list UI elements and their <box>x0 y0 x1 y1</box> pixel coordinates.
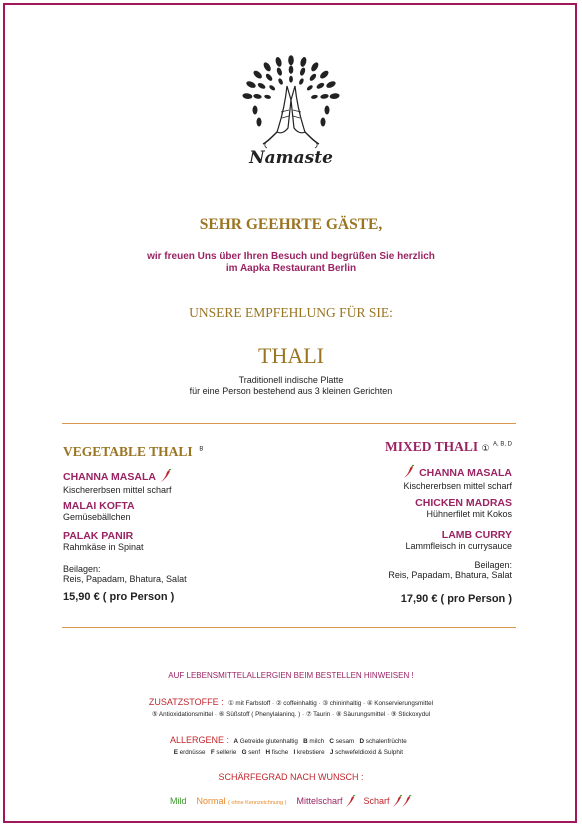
mixed-sides-label: Beilagen: <box>474 560 512 570</box>
spice-mild: Mild <box>169 795 187 806</box>
allergen-code: A <box>233 738 239 745</box>
mixed-dish-3-name: LAMB CURRY <box>441 529 512 541</box>
mixed-sides-text: Reis, Papadam, Bhatura, Salat <box>388 570 512 580</box>
vegetable-sides <box>63 564 187 584</box>
mixed-additive: ① <box>481 444 490 454</box>
vegetable-dish-2-desc: Gemüsebällchen <box>63 512 131 522</box>
vegetable-sides-text: Reis, Papadam, Bhatura, Salat <box>63 574 187 584</box>
spice-label: SCHÄRFEGRAD NACH WUNSCH : <box>218 772 364 782</box>
allergen-code: E <box>173 749 178 756</box>
logo-leaf <box>253 106 258 115</box>
logo-leaf <box>325 106 330 115</box>
allergen-code: D <box>359 738 365 745</box>
thali-desc-1: Traditionell indische Platte <box>238 375 344 385</box>
mixed-dish-2-desc: Hühnerfilet mit Kokos <box>426 509 512 519</box>
mixed-allergens: A, B, D <box>492 441 512 448</box>
vegetable-thali-title <box>63 444 203 460</box>
logo-leaf <box>306 84 314 91</box>
greeting-title: SEHR GEEHRTE GÄSTE, <box>199 216 383 233</box>
spice-levels <box>0 795 582 808</box>
bottom-divider <box>62 627 516 628</box>
allergen-name: sellerie <box>214 749 242 756</box>
thali-title: THALI <box>258 343 324 368</box>
mixed-dish-2-name: CHICKEN MADRAS <box>415 497 512 509</box>
recommendation-heading: UNSERE EMPFEHLUNG FÜR SIE: <box>189 305 393 320</box>
vegetable-sides-label: Beilagen: <box>63 564 101 574</box>
thali-desc-2: für eine Person bestehend aus 3 kleinen Gerichten <box>189 386 393 396</box>
allergen-code: J <box>329 749 334 756</box>
logo-leaf <box>316 82 326 90</box>
mixed-thali-title <box>385 439 512 455</box>
spice-medium: Mittelscharf <box>296 795 343 806</box>
allergen-name: sesam <box>333 738 360 745</box>
logo-leaf <box>299 67 306 76</box>
logo-leaf <box>242 93 253 100</box>
additives-label: ZUSATZSTOFFE : <box>148 697 224 707</box>
additives-line-1: ① mit Farbstoff · ② coffeinhaltig · ③ chininhaltig · ④ Konservierungsmittel <box>228 700 434 707</box>
logo-leaf <box>257 82 267 90</box>
allergen-code: C <box>329 738 334 745</box>
vegetable-allergen: B <box>199 446 204 453</box>
logo-leaf <box>321 118 326 127</box>
additives-line-2: ⑤ Antioxidationsmittel · ⑥ Süßstoff ( Phenylalaninq. ) · ⑦ Taurin · ⑧ Säurungsmittel · ⑨ Stickoxydul <box>151 711 431 718</box>
double-chili-icon <box>392 795 412 808</box>
allergens-label: ALLERGENE : <box>169 735 229 745</box>
allergens-section <box>0 733 582 758</box>
mixed-sides <box>388 560 512 580</box>
mixed-title-text: MIXED THALI <box>385 439 479 454</box>
logo-leaf <box>268 84 276 91</box>
logo-leaf <box>299 56 307 67</box>
logo-leaf <box>245 80 256 89</box>
mixed-dish-3 <box>405 529 512 551</box>
vegetable-price: 15,90 € ( pro Person ) <box>63 591 175 603</box>
allergens-row-1 <box>233 738 412 745</box>
top-divider <box>62 423 516 424</box>
allergen-name: krebstiere <box>295 749 330 756</box>
allergens-row-2 <box>0 747 582 758</box>
logo-leaf <box>310 61 320 72</box>
logo-leaf <box>257 118 262 127</box>
chili-icon <box>345 795 356 808</box>
welcome-line-2: im Aapka Restaurant Berlin <box>225 263 357 274</box>
chili-icon <box>160 469 172 483</box>
logo-leaf <box>289 66 294 74</box>
spice-hot: Scharf <box>363 795 390 806</box>
logo-leaf <box>275 56 283 67</box>
spice-normal-note: ( ohne Kennzeichnung ) <box>228 799 287 806</box>
mixed-dish-2 <box>415 497 512 519</box>
vegetable-dish-2-name: MALAI KOFTA <box>63 500 135 512</box>
vegetable-dish-3-desc: Rahmkäse in Spinat <box>63 542 144 552</box>
vegetable-dish-1-name: CHANNA MASALA <box>63 471 156 483</box>
vegetable-dish-1 <box>63 467 172 495</box>
logo-leaf <box>276 67 283 76</box>
mixed-dish-1-desc: Kischererbsen mittel scharf <box>403 481 512 491</box>
logo-leaf <box>319 69 330 80</box>
vegetable-dish-2 <box>63 500 135 522</box>
allergen-name: fische <box>270 749 294 756</box>
vegetable-dish-3 <box>63 530 144 552</box>
welcome-line-1: wir freuen Uns über Ihren Besuch und begrüßen Sie herzlich <box>147 251 435 262</box>
vegetable-dish-3-name: PALAK PANIR <box>63 530 134 542</box>
vegetable-title-text: VEGETABLE THALI <box>63 444 193 459</box>
allergen-name: milch <box>307 738 330 745</box>
mixed-price: 17,90 € ( pro Person ) <box>400 593 512 605</box>
logo-text: Namaste <box>249 148 333 168</box>
mixed-dish-1-name: CHANNA MASALA <box>419 467 512 479</box>
welcome-text <box>0 251 582 275</box>
logo-leaf <box>320 93 329 99</box>
allergen-code: F <box>210 749 215 756</box>
allergen-name: senf <box>246 749 266 756</box>
allergen-code: B <box>303 738 308 745</box>
logo-leaf <box>264 94 271 99</box>
chili-icon <box>403 465 415 479</box>
logo-leaf <box>329 93 340 100</box>
logo-leaf <box>289 76 293 83</box>
allergen-name: schwefeldioxid & Sulphit <box>333 749 409 756</box>
allergen-name: schalenfrüchte <box>364 738 413 745</box>
logo-leaf <box>298 78 304 86</box>
logo-leaf <box>311 94 318 99</box>
additives-section <box>0 695 582 720</box>
logo-leaf <box>325 80 336 89</box>
logo-leaf <box>288 55 294 65</box>
allergen-name: Getreide glutenhaltig <box>238 738 304 745</box>
logo-leaf <box>308 73 317 82</box>
allergen-name: erdnüsse <box>177 749 211 756</box>
logo-leaf <box>253 93 262 99</box>
spice-normal: Normal <box>196 795 226 806</box>
logo-leaf <box>262 61 272 72</box>
thali-description <box>0 375 582 397</box>
logo-leaf <box>252 69 263 80</box>
mixed-dish-3-desc: Lammfleisch in currysauce <box>405 541 512 551</box>
vegetable-dish-1-desc: Kischererbsen mittel scharf <box>63 485 172 495</box>
allergy-notice: AUF LEBENSMITTELALLERGIEN BEIM BESTELLEN HINWEISEN ! <box>168 671 414 680</box>
logo-leaf <box>265 73 274 82</box>
mixed-dish-1 <box>403 463 512 491</box>
allergen-code: H <box>265 749 270 756</box>
logo-leaf <box>277 78 283 86</box>
allergen-code: G <box>241 749 247 756</box>
allergen-code: I <box>293 749 296 756</box>
